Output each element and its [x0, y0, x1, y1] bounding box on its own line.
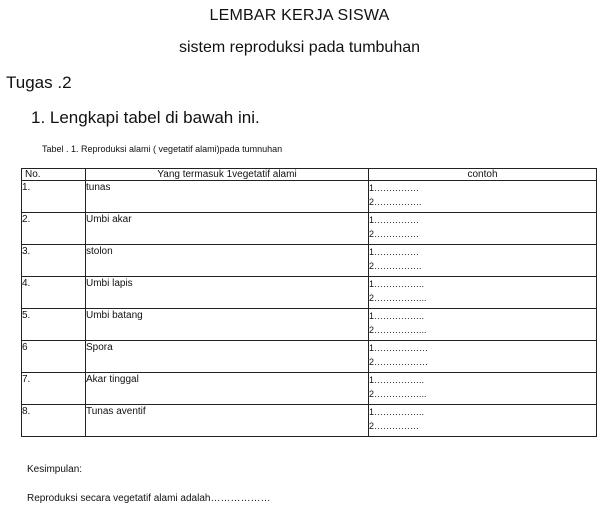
worksheet-subtitle: sistem reproduksi pada tumbuhan: [178, 39, 421, 56]
example-line-2: 2…………….: [369, 261, 422, 271]
row-number: 7.: [22, 373, 86, 405]
example-line-2: 2……………: [369, 229, 420, 239]
row-type: Umbi akar: [86, 213, 369, 245]
example-line-2: 2………………: [369, 357, 429, 367]
header-no: No.: [22, 169, 86, 181]
table-row: [22, 213, 597, 245]
row-example: [369, 181, 597, 213]
row-example: [369, 245, 597, 277]
row-example: [369, 213, 597, 245]
example-line-1: 1……………..: [369, 407, 425, 417]
table-row: [22, 277, 597, 309]
row-example: [369, 341, 597, 373]
example-line-1: 1……………..: [369, 375, 425, 385]
table-row: [22, 245, 597, 277]
row-number: 3.: [22, 245, 86, 277]
row-type: Umbi lapis: [86, 277, 369, 309]
table-caption: Tabel . 1. Reproduksi alami ( vegetatif alami)pada tumnuhan: [42, 144, 283, 154]
table-row: [22, 341, 597, 373]
example-line-2: 2……………...: [369, 325, 427, 335]
reproduction-table: [21, 168, 597, 437]
row-example: [369, 405, 597, 437]
example-line-1: 1……………: [369, 215, 420, 225]
example-line-2: 2……………...: [369, 389, 427, 399]
row-type: stolon: [86, 245, 369, 277]
row-type: Umbi batang: [86, 309, 369, 341]
row-type: tunas: [86, 181, 369, 213]
example-line-1: 1………………: [369, 343, 429, 353]
header-type: Yang termasuk 1vegetatif alami: [86, 169, 369, 181]
header-example: contoh: [369, 169, 597, 181]
conclusion-label: Kesimpulan:: [27, 464, 83, 475]
table-header-row: [22, 169, 597, 181]
task-label: Tugas .2: [6, 73, 72, 92]
row-example: [369, 373, 597, 405]
row-number: 4.: [22, 277, 86, 309]
table-row: [22, 181, 597, 213]
example-line-2: 2……………...: [369, 293, 427, 303]
example-line-1: 1……………: [369, 183, 420, 193]
example-line-1: 1……………..: [369, 311, 425, 321]
row-number: 8.: [22, 405, 86, 437]
row-example: [369, 277, 597, 309]
row-type: Spora: [86, 341, 369, 373]
row-number: 2.: [22, 213, 86, 245]
row-type: Tunas aventif: [86, 405, 369, 437]
row-example: [369, 309, 597, 341]
row-number: 1.: [22, 181, 86, 213]
conclusion-text: Reproduksi secara vegetatif alami adalah………………: [27, 493, 271, 504]
row-number: 5.: [22, 309, 86, 341]
row-number: 6: [22, 341, 86, 373]
table-row: [22, 373, 597, 405]
table-row: [22, 309, 597, 341]
row-type: Akar tinggal: [86, 373, 369, 405]
example-line-1: 1……………: [369, 247, 420, 257]
example-line-2: 2……………: [369, 421, 420, 431]
worksheet-title: LEMBAR KERJA SISWA: [209, 7, 390, 24]
example-line-2: 2…………….: [369, 197, 422, 207]
table-row: [22, 405, 597, 437]
example-line-1: 1……………..: [369, 279, 425, 289]
task-instruction: 1. Lengkapi tabel di bawah ini.: [31, 108, 260, 127]
